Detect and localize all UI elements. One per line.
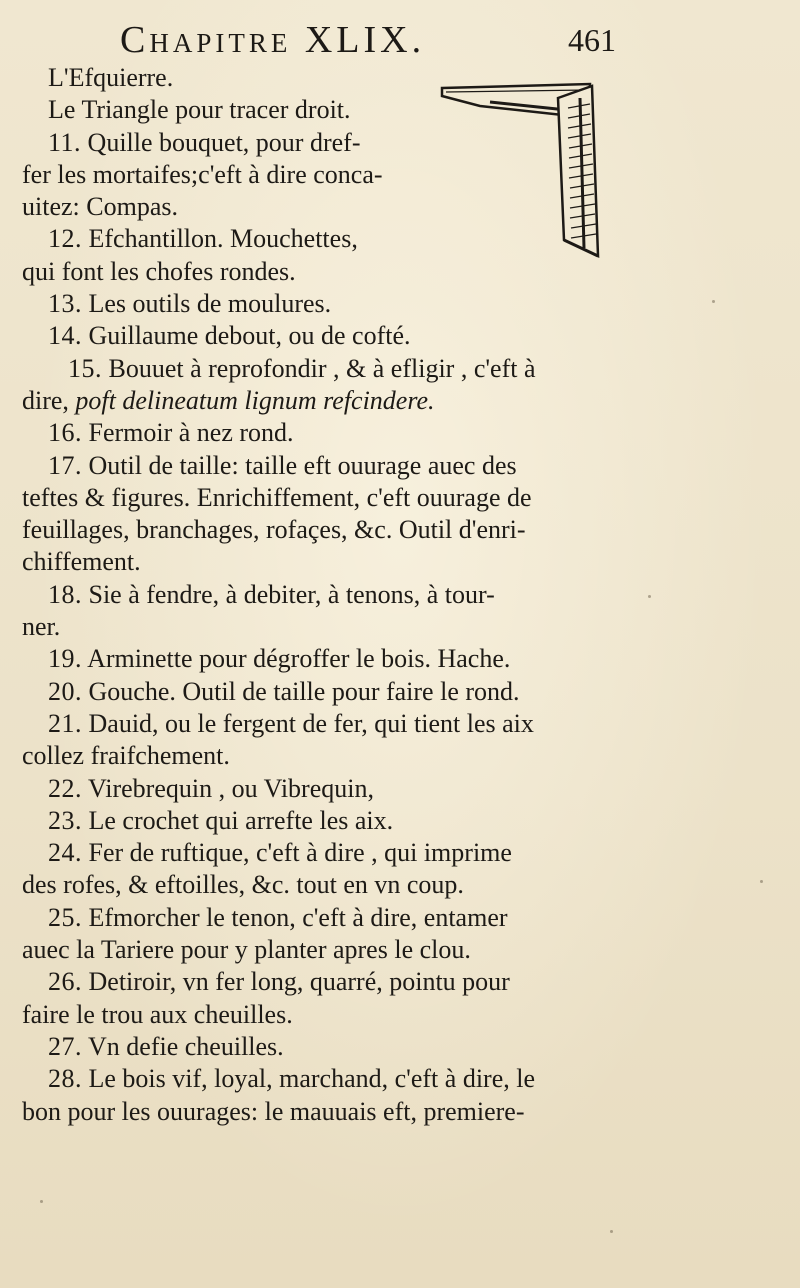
text-line: 19. Arminette pour dégroffer le bois. Hache. <box>48 644 511 674</box>
text-line: chiffement. <box>22 547 141 577</box>
text-line: dire, poft delineatum lignum refcindere. <box>22 385 435 415</box>
text-line: 20. Gouche. Outil de taille pour faire le rond. <box>48 676 520 706</box>
text-line: 25. Efmorcher le tenon, c'eft à dire, entamer <box>48 902 508 932</box>
text-line: 11. Quille bouquet, pour dref- <box>48 127 361 157</box>
text-line: qui font les chofes rondes. <box>22 256 296 286</box>
text-line: bon pour les ouurages: le mauuais eft, premiere- <box>22 1096 525 1126</box>
text-line: collez fraifchement. <box>22 741 230 771</box>
text-line: Le Triangle pour tracer droit. <box>48 95 351 125</box>
text-line: 17. Outil de taille: taille eft ouurage auec des <box>48 450 517 480</box>
paper-speck <box>760 880 763 883</box>
text-line: 24. Fer de ruftique, c'eft à dire , qui imprime <box>48 838 512 868</box>
text-line: 16. Fermoir à nez rond. <box>48 418 294 448</box>
text-line: des rofes, & eftoilles, &c. tout en vn coup. <box>22 870 464 900</box>
text-line: 23. Le crochet qui arrefte les aix. <box>48 805 394 835</box>
page-header <box>120 18 630 68</box>
text-line: ner. <box>22 612 61 642</box>
text-line: auec la Tariere pour y planter apres le clou. <box>22 935 471 965</box>
text-line: 15. Bouuet à reprofondir , & à efligir , c'eft à <box>68 353 536 383</box>
text-line: 28. Le bois vif, loyal, marchand, c'eft à dire, le <box>48 1064 536 1094</box>
paper-speck <box>610 1230 613 1233</box>
body-text <box>22 62 632 1128</box>
running-head: Chapitre XLIX. <box>120 19 426 61</box>
text-line: 14. Guillaume debout, ou de cofté. <box>48 321 411 351</box>
text-line: fer les mortaifes;c'eft à dire conca- <box>22 159 383 189</box>
text-line: 12. Efchantillon. Mouchettes, <box>48 224 358 254</box>
text-line: 18. Sie à fendre, à debiter, à tenons, à tour- <box>48 579 495 609</box>
latin-phrase: poft delineatum lignum refcindere. <box>75 385 435 415</box>
text-line: feuillages, branchages, rofaçes, &c. Outil d'enri- <box>22 515 526 545</box>
text-line: 22. Virebrequin , ou Vibrequin, <box>48 773 374 803</box>
paper-speck <box>648 595 651 598</box>
text-line: faire le trou aux cheuilles. <box>22 999 293 1029</box>
paper-speck <box>40 1200 43 1203</box>
text-line: 27. Vn defie cheuilles. <box>48 1031 284 1061</box>
text-line: uitez: Compas. <box>22 192 178 222</box>
text-line: 26. Detiroir, vn fer long, quarré, pointu pour <box>48 967 510 997</box>
page-number: 461 <box>568 22 616 58</box>
text-line: teftes & figures. Enrichiffement, c'eft ouurage de <box>22 482 532 512</box>
text-line: L'Efquierre. <box>48 63 174 92</box>
text-line: 21. Dauid, ou le fergent de fer, qui tient les aix <box>48 708 534 738</box>
paper-speck <box>712 300 715 303</box>
text-line: 13. Les outils de moulures. <box>48 289 332 319</box>
